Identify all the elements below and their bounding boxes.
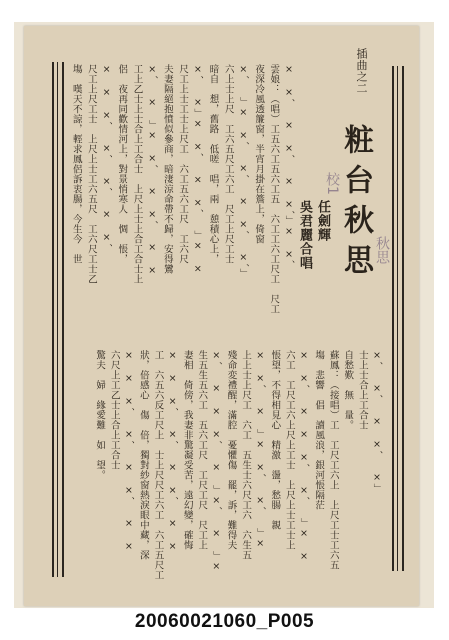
columns-upper-column: ×、 × 」× ×、 × ×、 × × <box>146 64 158 277</box>
columns-upper-column: 尺工上尺工士 上尺上士工六五尺 工六尺工士乙 <box>85 64 97 284</box>
credit-singer-1: 任劍輝 <box>315 200 330 242</box>
columns-lower-column: 塲 悲響 倡 讀風浪，銀河悵隔茫 <box>313 350 325 510</box>
columns-lower-column: × × ×、 ×、 × ×、 × × <box>123 350 135 553</box>
left-border-rule-outer <box>62 62 64 577</box>
columns-lower-column: 狀，倍感心 傷 倍，獨對紗窗熱淚眼中藏，深 <box>137 350 149 560</box>
columns-lower-column: × ×、 × 」× ×、 ×、 」× <box>254 350 266 550</box>
columns-upper-column: 雲娘：（唱）工五六工五六工五 六工工六工尺工 尺工 <box>268 64 280 314</box>
right-border-rule <box>392 66 394 571</box>
columns-lower-column: ×、 × × ×、 × 」×、 × 」× <box>210 350 222 573</box>
song-title: 粧台秋思 <box>338 124 373 284</box>
columns-lower-column: 六尺上工乙士上合上工合士 <box>108 350 120 470</box>
columns-lower-column: ×、 ×、 × ×、 ×」 <box>371 350 383 494</box>
columns-lower-column: 生五生五六工 五六工尺 工尺工尺 尺工上 <box>196 350 208 550</box>
columns-lower-column: 工 六五六反工尺上 士上尺尺工六工 六工五尺工 <box>152 350 164 580</box>
columns-lower-column: × × ×、 ×、 × ×、 × × <box>167 350 179 553</box>
columns-upper-column: × × ×、 ×、 ×、 × ×、 <box>101 64 113 254</box>
right-border-rule-inner <box>397 66 398 571</box>
columns-upper-column: 夫妻隔絕抱憤似參商，暗淒涼命帶不歸，安得鸞 <box>161 64 173 274</box>
columns-upper-column: 侶 夜再同歡情河上，對景悄寒人 惆 悵， <box>116 64 128 264</box>
columns-lower-column: 上上士上尺工 六工 五生士六尺工六 六生五 <box>240 350 252 560</box>
columns-lower-column: × ×、 × × ×、 ×、 」× × <box>298 350 310 563</box>
columns-upper-column: 夜深冷風透簾窗，半宵月掛在簷上，倚窗 <box>253 64 265 244</box>
columns-upper-column: 六上士上尺 工六五尺工六工 尺工上尺工士 <box>222 64 234 264</box>
columns-lower-column: 士上士合上工合士 <box>356 350 368 430</box>
columns-upper-column: ×、 ×」× ×、 × ×、 」× × <box>192 64 204 275</box>
image-caption: 20060021060_P005 <box>134 611 315 632</box>
columns-lower-column: 六工 工尺工六上尺上工士 上尺上士工士上 <box>283 350 295 550</box>
columns-upper-column: × ×、 × ×、 × ×、」× ×、 <box>283 64 295 271</box>
columns-lower-column: 驚夫 婦 緣愛難 如 望。 <box>94 350 106 480</box>
columns-upper-column: 工上乙士上士合上工合士 上尺上士上合工合士上 <box>131 64 143 284</box>
columns-upper-column: ×、 」× ×、 ×、 × ×、 ×、」 <box>237 64 249 279</box>
columns-lower-column: 悵望，不得相見心 精激 盪，愁腸 親 <box>269 350 281 530</box>
columns-upper-column: 尺工上士工士上尺工 六工五六工尺 工六尺 <box>177 64 189 264</box>
columns-lower-column: 妻相 倚傍，我妻非驚凝受苦，遠幻變，確悔 <box>181 350 193 550</box>
columns-lower-column: 自愁歎 無 量。 <box>342 350 354 430</box>
left-border-rule <box>52 62 54 577</box>
credit-singer-2: 吳君麗合唱 <box>297 200 312 270</box>
columns-lower-column: 蘇鳳：（接唱）工 工尺工六上 上尺工士工六五 <box>327 350 339 570</box>
right-border-rule-outer <box>402 66 404 571</box>
columns-upper-column: 暗自 想，舊路 低嗟 唱，兩 憩積心上， <box>207 64 219 264</box>
left-border-rule-inner <box>57 62 58 577</box>
handwritten-mark-scribble: 校1 <box>324 172 340 195</box>
columns-lower-column: 殘命変禮醒，滿腔 憂懼傷 罷，訴，難得夫 <box>225 350 237 550</box>
song-header: 插曲之二 <box>355 48 368 94</box>
handwritten-mark-stamp: 秋思 <box>374 236 390 264</box>
columns-upper-column: 塲 嘆天不諒，輕求鳳侶訴衷腸，今生今 世 <box>70 64 82 264</box>
